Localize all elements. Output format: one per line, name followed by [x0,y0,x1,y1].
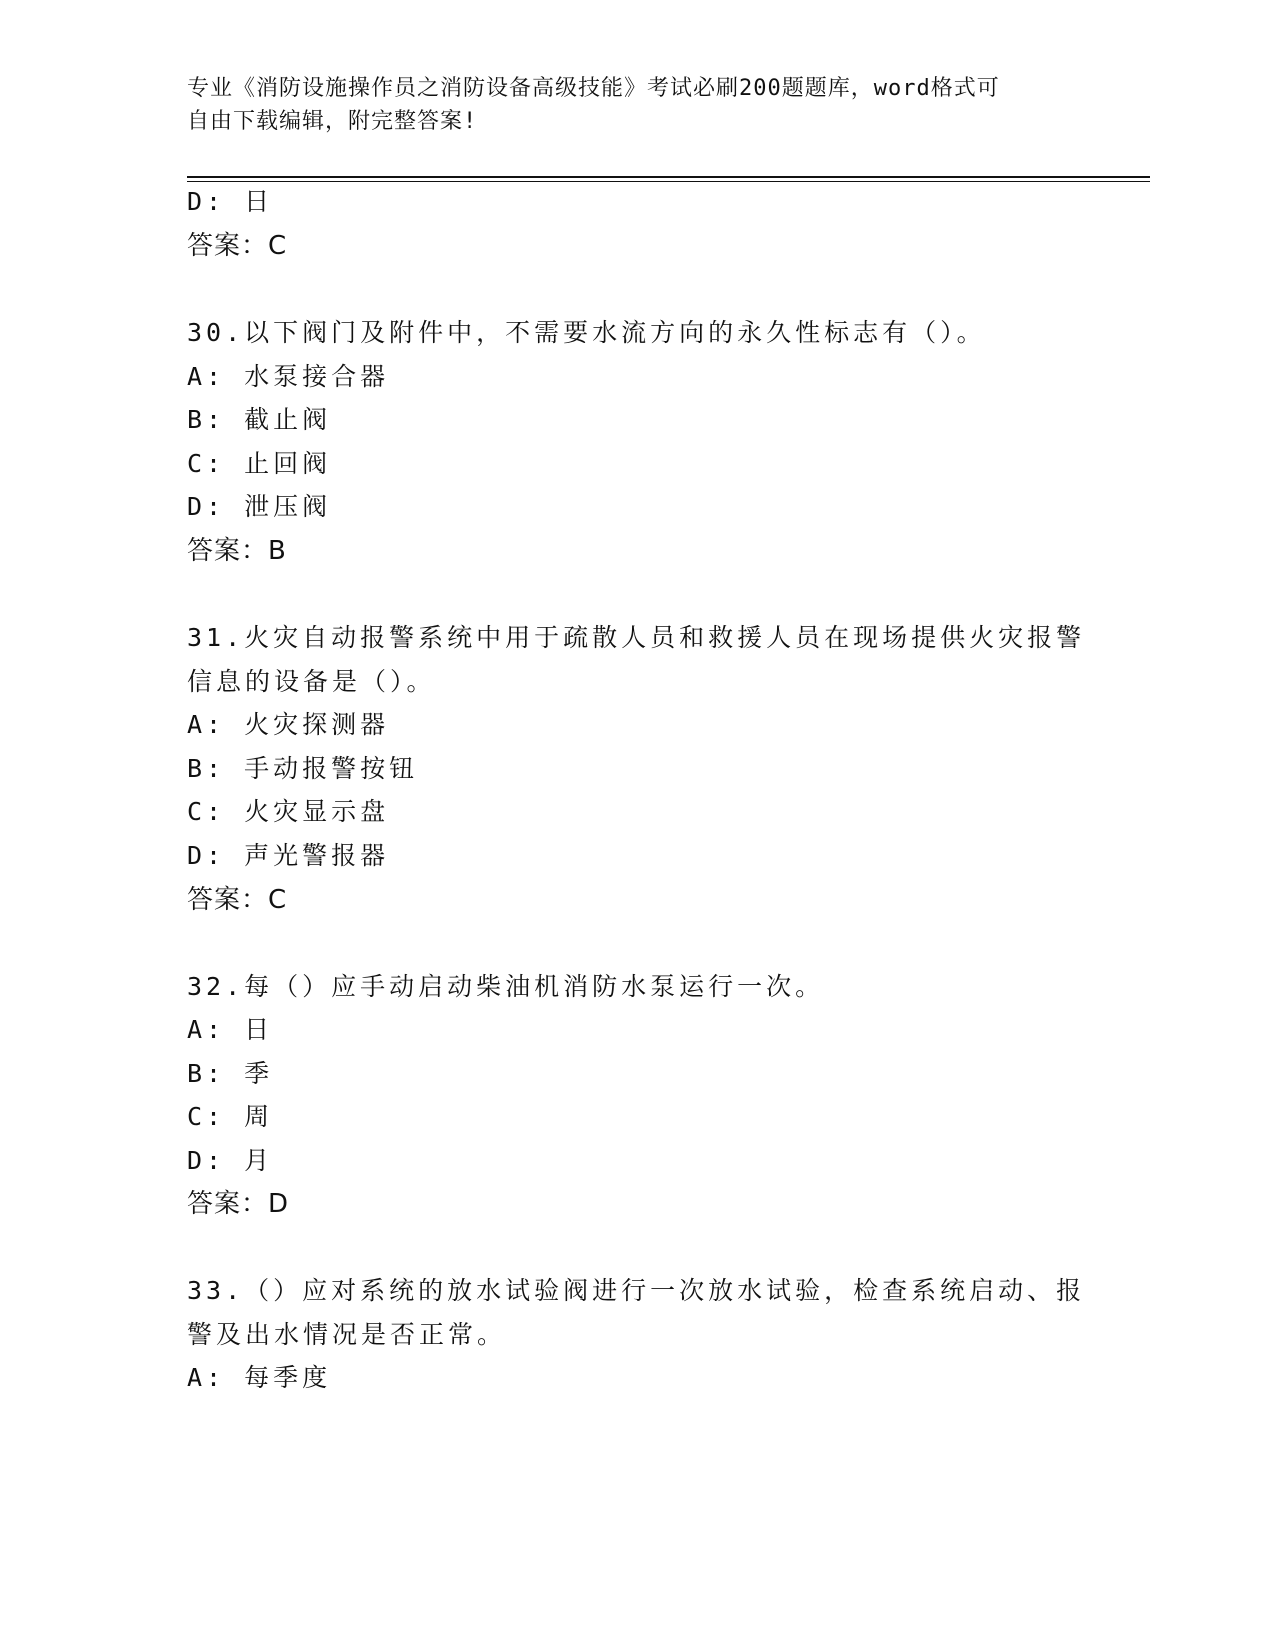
q31-answer: 答案：C [187,885,288,915]
q32-option-b: B: 季 [187,1059,274,1088]
q30-option-c: C: 止回阀 [187,449,332,478]
q30-option-b: B: 截止阀 [187,405,332,434]
q30-option-a: A: 水泵接合器 [187,362,390,391]
q31-option-b: B: 手动报警按钮 [187,754,419,783]
q30-answer: 答案：B [187,536,287,566]
header-title-line-2: 自由下载编辑，附完整答案! [187,109,478,134]
q32-option-c: C: 周 [187,1102,274,1131]
q33-stem-line-1: 33.（）应对系统的放水试验阀进行一次放水试验，检查系统启动、报 [187,1276,1086,1305]
q33-stem-line-2: 警及出水情况是否正常。 [187,1320,507,1349]
prev-answer: 答案：C [187,231,288,261]
prev-option-d: D: 日 [187,187,274,216]
q30-stem: 30.以下阀门及附件中，不需要水流方向的永久性标志有（）。 [187,318,986,347]
q32-option-a: A: 日 [187,1015,274,1044]
q32-answer: 答案：D [187,1189,290,1219]
q32-option-d: D: 月 [187,1146,274,1175]
q31-option-d: D: 声光警报器 [187,841,390,870]
q31-stem-line-1: 31.火灾自动报警系统中用于疏散人员和救援人员在现场提供火灾报警 [187,623,1086,652]
q31-option-a: A: 火灾探测器 [187,710,390,739]
q30-option-d: D: 泄压阀 [187,492,332,521]
document-header [187,72,1067,138]
q31-stem-line-2: 信息的设备是（）。 [187,667,436,696]
q32-stem: 32.每（）应手动启动柴油机消防水泵运行一次。 [187,972,825,1001]
q31-option-c: C: 火灾显示盘 [187,797,390,826]
q33-option-a: A: 每季度 [187,1363,332,1392]
header-divider-thick [187,176,1150,178]
header-title-line-1: 专业《消防设施操作员之消防设备高级技能》考试必刷200题题库，word格式可 [187,76,1000,101]
header-divider-thin [187,181,1150,182]
